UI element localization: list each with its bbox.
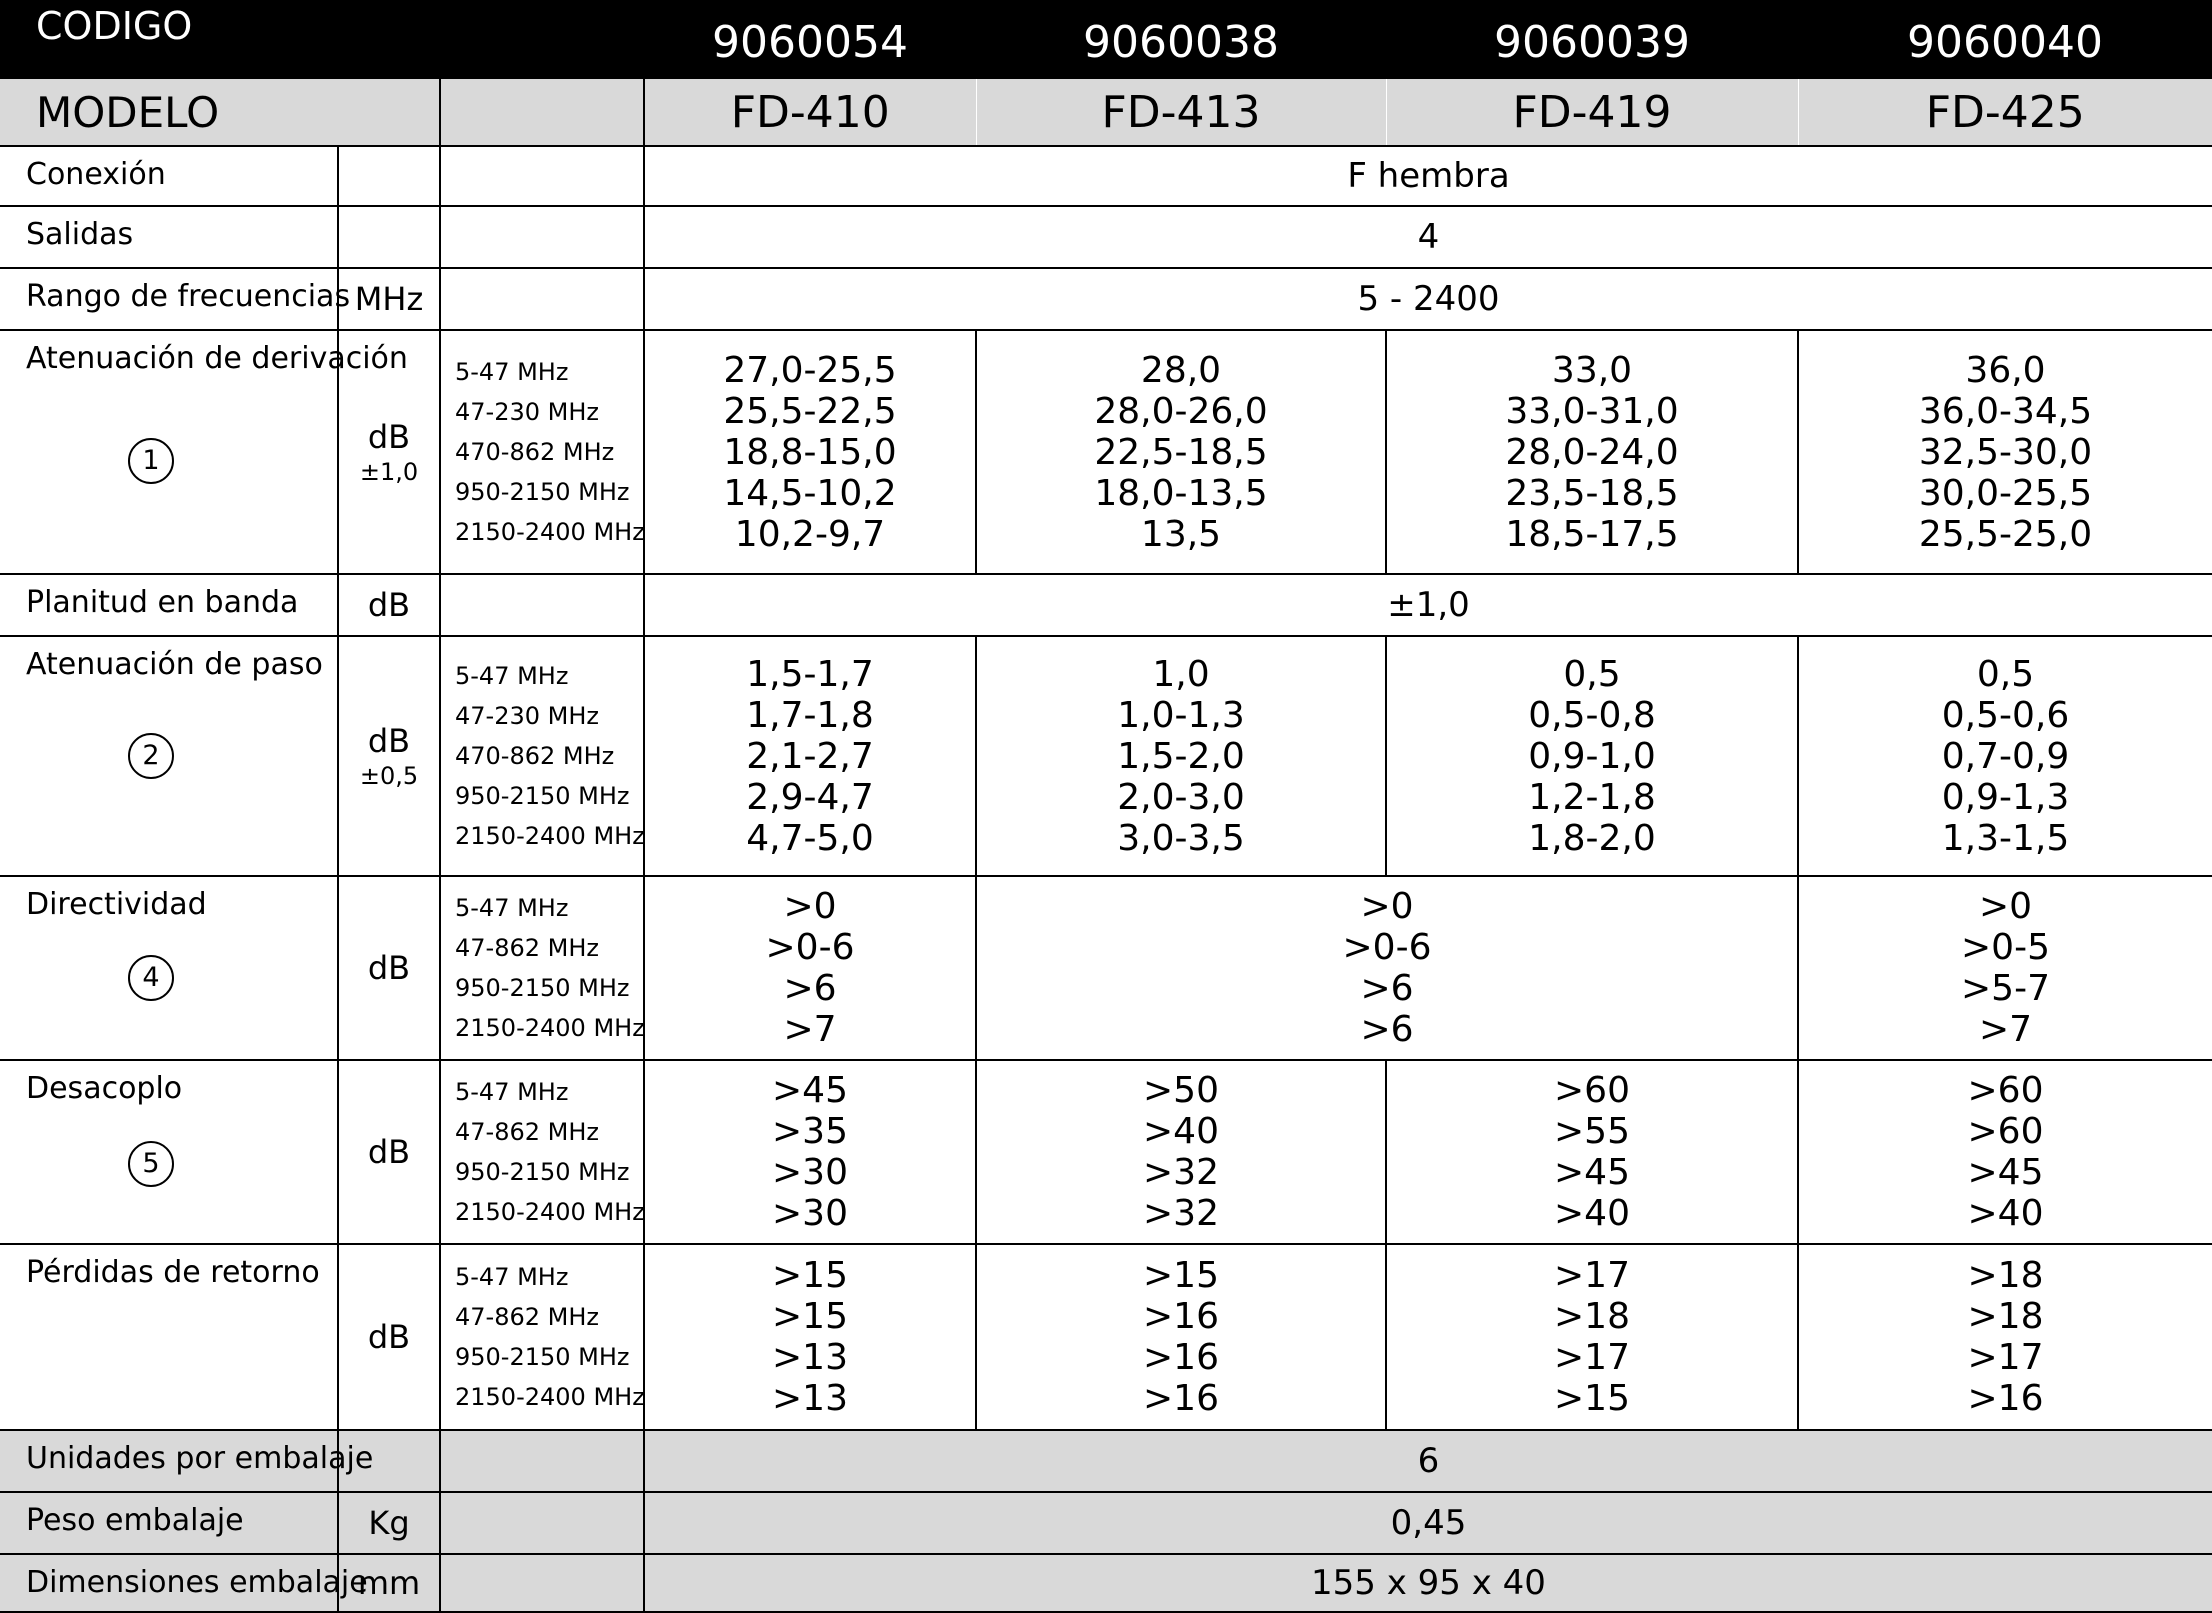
value: >13: [772, 1378, 848, 1419]
value: 0,5: [1563, 653, 1621, 695]
band-label: 5-47 MHz: [455, 358, 569, 386]
modelo-label: MODELO: [0, 79, 440, 146]
value: 2,1-2,7: [746, 735, 874, 777]
value: 28,0: [1140, 349, 1222, 391]
row-unit: dB: [367, 722, 411, 760]
band-list: [440, 876, 644, 1060]
row-name: Pérdidas de retorno: [0, 1244, 338, 1430]
value: 0,9-1,0: [1528, 735, 1656, 777]
value: >0-6: [1342, 927, 1432, 968]
value-cell: [1386, 1060, 1798, 1244]
band-label: 47-230 MHz: [455, 398, 599, 426]
value: >6: [1360, 1009, 1414, 1050]
value: 13,5: [1140, 513, 1222, 555]
row-bands: [440, 268, 644, 330]
band-label: 470-862 MHz: [455, 438, 615, 466]
value: >16: [1143, 1378, 1219, 1419]
row-value: 4: [644, 206, 2212, 268]
value: 1,7-1,8: [746, 694, 874, 736]
row-unit: dB: [338, 876, 440, 1060]
band-list: [440, 330, 644, 574]
table-row: [0, 1554, 2212, 1612]
footnote-badge: 2: [128, 733, 174, 779]
code-1: 9060054: [644, 0, 976, 79]
value: >15: [772, 1255, 848, 1296]
row-name: Peso embalaje: [0, 1492, 338, 1554]
table-row-atenuacion-derivacion: [0, 330, 2212, 574]
value: 28,0-26,0: [1094, 390, 1268, 432]
code-4: 9060040: [1798, 0, 2212, 79]
value: >0-5: [1961, 927, 2050, 968]
row-name: Salidas: [0, 206, 338, 268]
row-bands: [440, 574, 644, 636]
row-bands: [440, 1430, 644, 1492]
band-label: 2150-2400 MHz: [455, 1198, 645, 1226]
row-value: 6: [644, 1430, 2212, 1492]
row-value: F hembra: [644, 146, 2212, 206]
value: >16: [1143, 1337, 1219, 1378]
value: >0: [783, 886, 837, 927]
value-cell: [644, 1244, 976, 1430]
value: >40: [1143, 1111, 1219, 1152]
value: >18: [1554, 1296, 1630, 1337]
row-name-cell: [0, 876, 338, 1060]
value: 1,0-1,3: [1117, 694, 1245, 736]
value: >0-6: [765, 927, 855, 968]
value: 14,5-10,2: [723, 472, 897, 514]
table-row: [0, 1492, 2212, 1554]
row-unit: Kg: [338, 1492, 440, 1554]
value-cell: [1386, 636, 1798, 876]
row-name: Conexión: [0, 146, 338, 206]
value-cell: [976, 330, 1386, 574]
row-unit: [338, 206, 440, 268]
row-bands: [440, 1492, 644, 1554]
value: >17: [1554, 1255, 1630, 1296]
value: >32: [1143, 1152, 1219, 1193]
value: >60: [1554, 1070, 1630, 1111]
value: 3,0-3,5: [1117, 817, 1245, 859]
row-unit: mm: [338, 1554, 440, 1612]
value: >35: [772, 1111, 848, 1152]
value-cell: [1798, 636, 2212, 876]
value: 1,8-2,0: [1528, 817, 1656, 859]
value: >50: [1143, 1070, 1219, 1111]
row-unit: dB: [338, 1060, 440, 1244]
value: >6: [783, 968, 837, 1009]
value: >15: [1554, 1378, 1630, 1419]
modelo-spacer: [440, 79, 644, 146]
band-list: [440, 1244, 644, 1430]
row-name: Atenuación de derivación: [26, 341, 408, 376]
value: 0,5: [1976, 653, 2035, 695]
value: 0,7-0,9: [1941, 735, 2070, 777]
value-cell: [1798, 330, 2212, 574]
value: >45: [772, 1070, 848, 1111]
row-bands: [440, 1554, 644, 1612]
value: 22,5-18,5: [1094, 431, 1268, 473]
value: >15: [1143, 1255, 1219, 1296]
row-value: ±1,0: [644, 574, 2212, 636]
value-cell: [644, 876, 976, 1060]
value: 18,5-17,5: [1505, 513, 1679, 555]
row-name: Planitud en banda: [0, 574, 338, 636]
value: 25,5-22,5: [723, 390, 897, 432]
value: >60: [1967, 1070, 2044, 1111]
row-name-cell: [0, 1060, 338, 1244]
row-name: Atenuación de paso: [26, 647, 323, 682]
value: >30: [772, 1193, 848, 1234]
band-label: 950-2150 MHz: [455, 1158, 630, 1186]
row-unit: dB: [367, 418, 411, 456]
value: >30: [772, 1152, 848, 1193]
row-bands: [440, 146, 644, 206]
value: >0: [1360, 886, 1414, 927]
band-label: 950-2150 MHz: [455, 478, 630, 506]
value: >18: [1967, 1296, 2044, 1337]
value-cell: [644, 1060, 976, 1244]
band-label: 5-47 MHz: [455, 662, 569, 690]
value: >45: [1967, 1152, 2044, 1193]
band-label: 5-47 MHz: [455, 1078, 569, 1106]
row-value: 5 - 2400: [644, 268, 2212, 330]
value: 33,0: [1551, 349, 1633, 391]
code-2: 9060038: [976, 0, 1386, 79]
row-name-cell: [0, 636, 338, 876]
band-label: 2150-2400 MHz: [455, 1383, 645, 1411]
band-label: 950-2150 MHz: [455, 974, 630, 1002]
modelo-row: [0, 79, 2212, 146]
value: 18,8-15,0: [723, 431, 897, 473]
band-label: 5-47 MHz: [455, 894, 569, 922]
band-label: 470-862 MHz: [455, 742, 615, 770]
table-row: [0, 1430, 2212, 1492]
value: >18: [1967, 1255, 2044, 1296]
value-cell: [976, 636, 1386, 876]
value-cell: [976, 1060, 1386, 1244]
value: 32,5-30,0: [1918, 431, 2093, 473]
value: 27,0-25,5: [723, 349, 897, 391]
band-label: 47-230 MHz: [455, 702, 599, 730]
table-row: [0, 146, 2212, 206]
table-row: [0, 268, 2212, 330]
code-3: 9060039: [1386, 0, 1798, 79]
value: >16: [1143, 1296, 1219, 1337]
band-label: 2150-2400 MHz: [455, 1014, 645, 1042]
value: 18,0-13,5: [1094, 472, 1268, 514]
value: >40: [1554, 1193, 1630, 1234]
value: >45: [1554, 1152, 1630, 1193]
value: >55: [1554, 1111, 1630, 1152]
model-4: FD-425: [1798, 79, 2212, 146]
value: >13: [772, 1337, 848, 1378]
band-label: 2150-2400 MHz: [455, 518, 645, 546]
value-cell: [644, 636, 976, 876]
value: 1,5-2,0: [1117, 735, 1245, 777]
band-label: 47-862 MHz: [455, 934, 599, 962]
band-list: [440, 636, 644, 876]
value-cell: [976, 1244, 1386, 1430]
value: 28,0-24,0: [1505, 431, 1679, 473]
table-row-directividad: [0, 876, 2212, 1060]
codigo-row: [0, 0, 2212, 79]
table-row: [0, 206, 2212, 268]
value: 0,5-0,8: [1528, 694, 1656, 736]
band-label: 47-862 MHz: [455, 1303, 599, 1331]
table-row-atenuacion-paso: [0, 636, 2212, 876]
row-unit: [338, 146, 440, 206]
value: 36,0-34,5: [1918, 390, 2093, 432]
row-value: 0,45: [644, 1492, 2212, 1554]
value: 1,2-1,8: [1528, 776, 1656, 818]
value-cell-merged: [976, 876, 1798, 1060]
table-row-desacoplo: [0, 1060, 2212, 1244]
row-unit: MHz: [338, 268, 440, 330]
band-label: 950-2150 MHz: [455, 782, 630, 810]
model-2: FD-413: [976, 79, 1386, 146]
row-name: Unidades por embalaje: [0, 1430, 338, 1492]
value: 10,2-9,7: [734, 513, 886, 555]
value: 0,9-1,3: [1941, 776, 2070, 818]
footnote-badge: 4: [128, 955, 174, 1001]
value: >16: [1967, 1378, 2044, 1419]
codigo-label: CODIGO: [0, 0, 644, 79]
row-unit: dB: [338, 574, 440, 636]
value-cell: [1798, 876, 2212, 1060]
value-cell: [1798, 1060, 2212, 1244]
row-bands: [440, 206, 644, 268]
row-unit: dB: [338, 1244, 440, 1430]
value: >15: [772, 1296, 848, 1337]
value: 2,9-4,7: [746, 776, 874, 818]
value: 2,0-3,0: [1117, 776, 1245, 818]
value: 25,5-25,0: [1918, 513, 2093, 555]
value-cell: [1386, 330, 1798, 574]
footnote-badge: 1: [128, 438, 174, 484]
value: >17: [1554, 1337, 1630, 1378]
band-label: 47-862 MHz: [455, 1118, 599, 1146]
row-tolerance: ±1,0: [359, 458, 419, 486]
value: >5-7: [1961, 968, 2050, 1009]
value-cell: [644, 330, 976, 574]
row-name: Directividad: [26, 887, 207, 922]
band-list: [440, 1060, 644, 1244]
value: >40: [1967, 1193, 2044, 1234]
value: 1,0: [1152, 653, 1210, 695]
value: 0,5-0,6: [1941, 694, 2070, 736]
value: 30,0-25,5: [1918, 472, 2093, 514]
band-label: 2150-2400 MHz: [455, 822, 645, 850]
value: >7: [1978, 1009, 2033, 1050]
footnote-badge: 5: [128, 1141, 174, 1187]
value-cell: [1386, 1244, 1798, 1430]
row-name: Dimensiones embalaje: [0, 1554, 338, 1612]
band-label: 5-47 MHz: [455, 1263, 569, 1291]
row-unit-cell: [338, 636, 440, 876]
value: 1,5-1,7: [746, 653, 874, 695]
value: 36,0: [1965, 349, 2046, 391]
band-label: 950-2150 MHz: [455, 1343, 630, 1371]
model-1: FD-410: [644, 79, 976, 146]
value: >6: [1360, 968, 1414, 1009]
value: 23,5-18,5: [1505, 472, 1679, 514]
value: >60: [1967, 1111, 2044, 1152]
value: 4,7-5,0: [746, 817, 874, 859]
model-3: FD-419: [1386, 79, 1798, 146]
row-tolerance: ±0,5: [359, 762, 419, 790]
value-cell: [1798, 1244, 2212, 1430]
value: 1,3-1,5: [1941, 817, 2070, 859]
value: >0: [1978, 886, 2033, 927]
value: >32: [1143, 1193, 1219, 1234]
row-value: 155 x 95 x 40: [644, 1554, 2212, 1612]
row-name: Desacoplo: [26, 1071, 183, 1106]
row-name: Rango de frecuencias: [0, 268, 338, 330]
value: 33,0-31,0: [1505, 390, 1679, 432]
value: >7: [783, 1009, 837, 1050]
value: >17: [1967, 1337, 2044, 1378]
table-row-perdidas: [0, 1244, 2212, 1430]
table-row: [0, 574, 2212, 636]
